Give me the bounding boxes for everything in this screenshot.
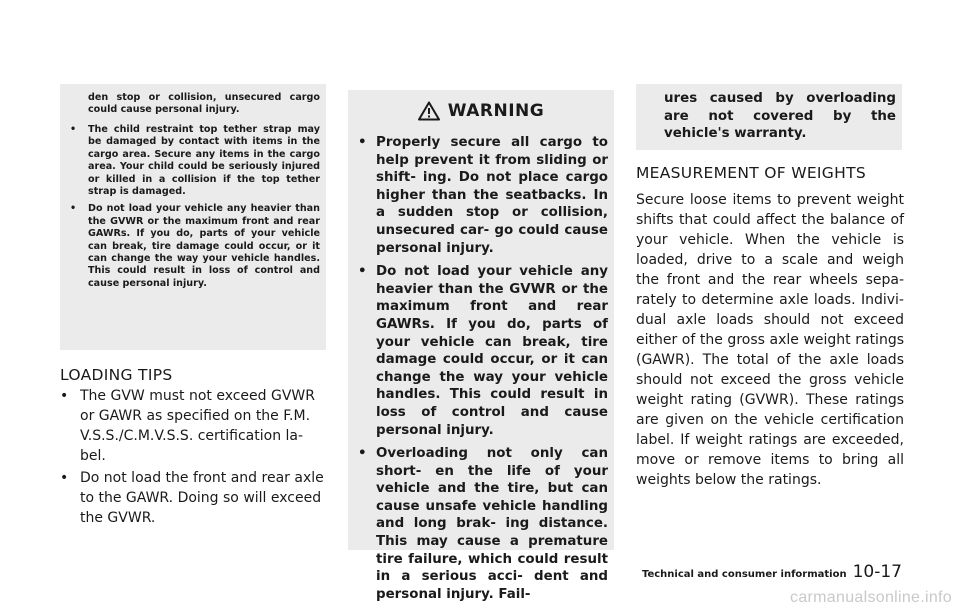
loading-tips-heading: LOADING TIPS — [60, 366, 173, 384]
warning-box — [348, 90, 614, 602]
caution-list — [70, 124, 320, 295]
warning-list — [358, 134, 608, 609]
bullet: • — [358, 264, 367, 280]
bullet: • — [70, 203, 77, 215]
section-title: Technical and consumer information — [641, 569, 847, 580]
list-item: • Do not load your vehicle any heavier than the GVWR or the maximum front and rear GAWRs. If you do, parts of your vehicle can break, tire damage could occur, or it can change the way your vehicle handles. This could result in loss of control and cause personal injury. — [358, 264, 608, 438]
caution-continued-box — [60, 84, 326, 350]
measurement-heading: MEASUREMENT OF WEIGHTS — [636, 164, 866, 182]
warning-header — [348, 98, 614, 124]
list-item: • Do not load your vehicle any heavier than the GVWR or the maximum front and rear GAWRs. If you do, parts of your vehicle can break, tire damage could occur, or it can change the way your vehicle handles. This could result in loss of control and cause personal injury. — [70, 203, 320, 289]
bullet: • — [70, 124, 77, 135]
bullet: • — [358, 446, 367, 462]
list-item: • The GVW must not exceed GVWR or GAWR as specified on the F.M. V.S.S./C.M.V.S.S. certification la- bel. — [60, 388, 315, 464]
measurement-body: Secure loose items to prevent weight shifts that could affect the balance of your vehicle. When the vehicle is loaded, drive to a scale and weigh the front and the rear wheels sepa- rately to determine axle loads. Indivi- dual axle loads should not exceed either of the gross axle weight ratings (GAWR). The total of the axle loads should not exceed the gross vehicle weight rating (GVWR). These ratings are given on the vehicle certification label. If weight ratings are exceeded, move or remove items to bring all weights below the ratings. — [636, 192, 904, 488]
bullet: • — [60, 388, 69, 404]
list-item: • Properly secure all cargo to help prevent it from sliding or shift- ing. Do not place cargo higher than the seatbacks. In a sudden stop or collision, unsecured car- go could cause personal injury. — [358, 135, 608, 256]
page-footer — [642, 562, 902, 582]
page-number: 10-17 — [852, 562, 902, 582]
loading-tips-list — [60, 386, 330, 530]
bullet: • — [358, 135, 367, 150]
continued-text: ures caused by overloading are not covered by the vehicle's warranty. — [664, 91, 896, 142]
warning-continued-box — [636, 84, 902, 150]
warning-icon — [418, 101, 440, 121]
list-item: • The child restraint top tether strap may be damaged by contact with items in the cargo area. Secure any items in the cargo area. Your child could be seriously injured or killed in a collision if the top tether strap is damaged. — [70, 124, 320, 198]
warning-title: WARNING — [447, 101, 545, 121]
continued-text: den stop or collision, unsecured cargo could cause personal injury. — [88, 92, 320, 116]
watermark: carmanualsonline.info — [790, 589, 952, 606]
list-item: • Overloading not only can short- en the life of your vehicle and the tire, but can cause unsafe vehicle handling and long brak- ing distance. This may cause a premature tire failure, which could result in a serious acci- dent and personal injury. Fail- — [358, 446, 608, 602]
list-item: • Do not load the front and rear axle to the GAWR. Doing so will exceed the GVWR. — [60, 470, 324, 526]
bullet: • — [60, 470, 69, 486]
